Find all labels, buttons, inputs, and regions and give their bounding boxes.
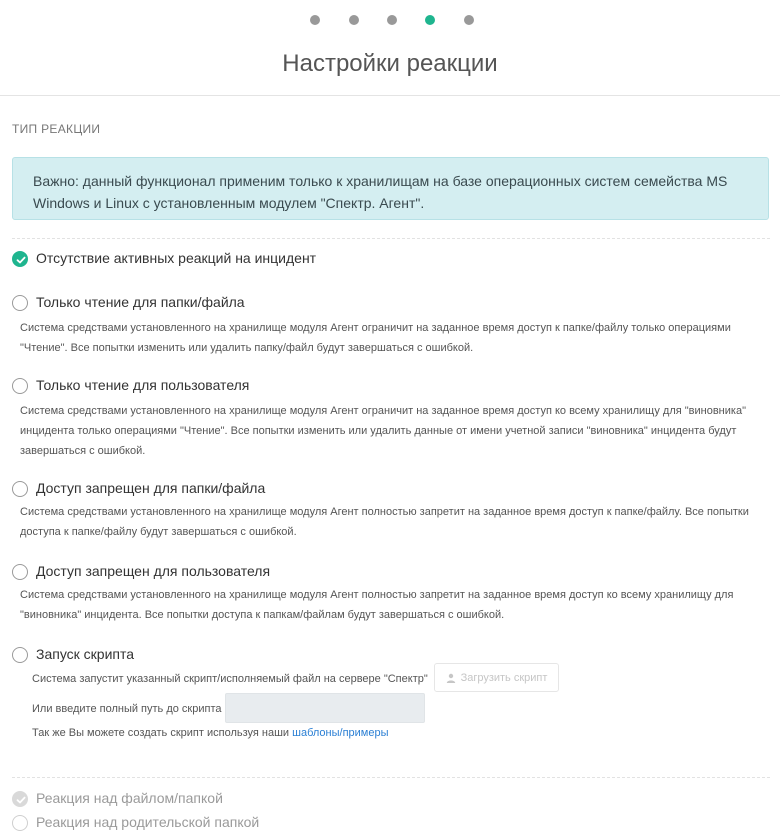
script-run-text: Система запустит указанный скрипт/исполняемый файл на сервере "Спектр" <box>32 673 428 685</box>
upload-user-icon <box>446 673 456 683</box>
option-label: Запуск скрипта <box>36 646 135 662</box>
option-description: Система средствами установленного на хранилище модуля Агент полностью запретит на заданное время доступ к папке/файлу. Все попытки доступа к папке/файлу будут завершаться с ошибкой. <box>20 506 749 538</box>
important-alert <box>12 157 769 220</box>
radio-checked-icon[interactable] <box>12 251 28 267</box>
templates-prefix: Так же Вы можете создать скрипт используя наши <box>32 727 293 739</box>
option-label: Реакция над родительской папкой <box>36 814 260 830</box>
option-label: Только чтение для пользователя <box>36 377 250 393</box>
step-dot-4-active <box>425 15 435 25</box>
option-description: Система средствами установленного на хранилище модуля Агент ограничит на заданное время доступ ко всему хранилищу для "виновника" инцидента только операциями "Чтение". Все попытки изменить или удалить данные от имени учетной записи "виновника" инцидента будут завершаться с ошибкой. <box>20 405 746 457</box>
option-description: Система средствами установленного на хранилище модуля Агент ограничит на заданное время доступ к папке/файлу только операциями "Чтение". Все попытки изменить или удалить папку/файл будут завершаться с ошибкой. <box>20 322 731 354</box>
option-label: Доступ запрещен для пользователя <box>36 563 271 579</box>
option-label: Доступ запрещен для папки/файла <box>36 480 266 496</box>
script-path-input[interactable] <box>225 693 425 723</box>
radio-icon[interactable] <box>12 647 28 663</box>
divider <box>12 777 770 778</box>
page-title: Настройки реакции <box>282 50 498 77</box>
header-divider <box>0 95 780 96</box>
section-label: ТИП РЕАКЦИИ <box>12 122 101 136</box>
radio-icon[interactable] <box>12 815 28 831</box>
option-label: Реакция над файлом/папкой <box>36 790 223 806</box>
alert-text: Важно: данный функционал применим только к хранилищам на базе операционных систем семейства MS Windows и Linux с установленным модулем "Спектр. Агент". <box>33 173 728 211</box>
option-label: Отсутствие активных реакций на инцидент <box>36 250 317 266</box>
templates-text <box>32 727 389 739</box>
divider <box>12 238 770 239</box>
step-dot-2 <box>349 15 359 25</box>
step-dot-1 <box>310 15 320 25</box>
wizard-steps <box>0 15 780 27</box>
step-dot-3 <box>387 15 397 25</box>
radio-icon[interactable] <box>12 481 28 497</box>
path-label: Или введите полный путь до скрипта <box>32 703 222 715</box>
step-dot-5 <box>464 15 474 25</box>
radio-checked-icon[interactable] <box>12 791 28 807</box>
upload-script-label: Загрузить скрипт <box>460 671 548 684</box>
option-label: Только чтение для папки/файла <box>36 294 245 310</box>
radio-icon[interactable] <box>12 378 28 394</box>
option-description: Система средствами установленного на хранилище модуля Агент полностью запретит на заданное время доступ ко всему хранилищу для "виновника" инцидента. Все попытки доступа к папкам/файлам будут завершаться с ошибкой. <box>20 589 734 621</box>
radio-icon[interactable] <box>12 295 28 311</box>
upload-script-button[interactable] <box>434 663 559 692</box>
templates-link[interactable]: шаблоны/примеры <box>292 727 389 739</box>
radio-icon[interactable] <box>12 564 28 580</box>
